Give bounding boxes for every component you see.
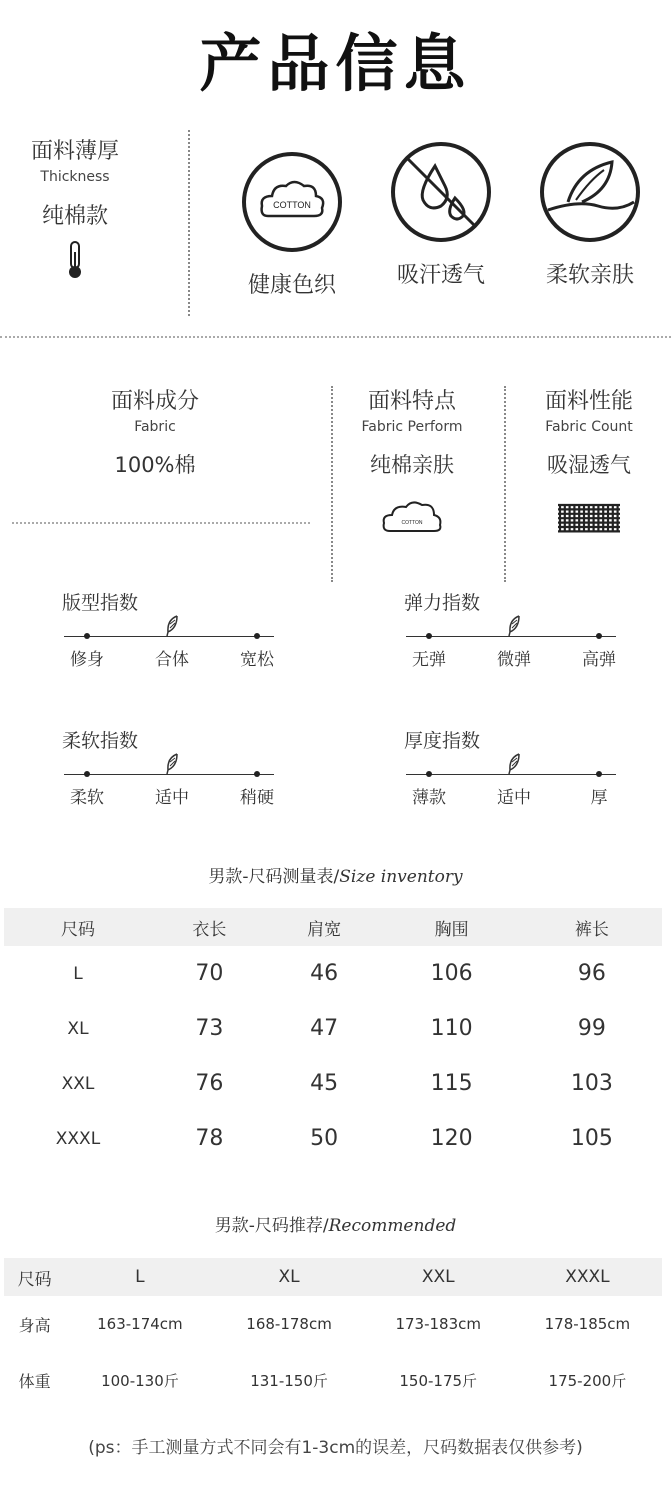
table-cell: 50	[310, 1126, 339, 1151]
table-cell: 46	[310, 961, 339, 986]
thickness-value: 纯棉款	[41, 204, 108, 229]
column-header: XL	[214, 1258, 363, 1296]
fabric-label: 面料成分	[110, 389, 199, 414]
index-option: 微弹	[497, 650, 531, 670]
table-cell: 150-175斤	[399, 1371, 478, 1390]
index-dot	[426, 633, 432, 639]
table-row	[4, 1001, 662, 1056]
table-cell: 78	[195, 1126, 224, 1151]
water-drop-icon	[389, 140, 493, 244]
table-cell: 105	[570, 1126, 613, 1151]
index-dot	[596, 771, 602, 777]
column-header: XXXL	[513, 1258, 662, 1296]
index-option: 适中	[497, 788, 531, 808]
divider	[331, 386, 333, 582]
index-dot	[84, 633, 90, 639]
table-cell: 70	[195, 961, 224, 986]
thickness-block	[10, 134, 140, 284]
feature-label: 柔软亲肤	[545, 263, 634, 288]
table-row	[4, 1352, 662, 1408]
column-header: 裤长	[522, 908, 662, 946]
index-option: 适中	[155, 788, 189, 808]
index-slider	[404, 588, 624, 668]
index-dot	[426, 771, 432, 777]
table-cell: 身高	[18, 1315, 51, 1335]
table-row	[4, 1296, 662, 1352]
perform-en: Fabric Perform	[361, 419, 463, 435]
table-cell: 168-178cm	[246, 1315, 332, 1333]
fabric-en: Fabric	[134, 419, 176, 435]
feature-label: 吸汗透气	[396, 263, 485, 288]
weave-grid-icon	[514, 503, 664, 537]
table-cell: 47	[310, 1016, 339, 1041]
feather-skin-icon	[538, 140, 642, 244]
table-cell: 110	[430, 1016, 473, 1041]
divider	[504, 386, 506, 582]
column-header: 尺码	[4, 1258, 65, 1296]
feather-marker-icon	[165, 752, 181, 780]
svg-text:COTTON: COTTON	[273, 200, 311, 210]
table-cell: 100-130斤	[101, 1371, 179, 1390]
table-cell: 99	[577, 1016, 606, 1041]
feather-marker-icon	[507, 752, 523, 780]
count-block	[514, 384, 664, 537]
table-cell: 73	[195, 1016, 224, 1041]
feather-marker-icon	[507, 614, 523, 642]
thickness-label: 面料薄厚	[30, 139, 119, 164]
column-header: 肩宽	[267, 908, 382, 946]
rec-table	[4, 1258, 662, 1408]
rec-table-title: 男款-尺码推荐/Recommended	[214, 1216, 457, 1236]
perform-block	[342, 384, 482, 545]
table-row	[4, 1111, 662, 1166]
table-cell: XXL	[61, 1073, 95, 1094]
perform-label: 面料特点	[367, 389, 456, 414]
table-cell: XXXL	[55, 1128, 101, 1149]
thermometer-icon	[10, 240, 140, 284]
table-cell: 178-185cm	[544, 1315, 631, 1333]
size-table-title: 男款-尺码测量表/Size inventory	[208, 867, 463, 887]
divider	[188, 130, 190, 316]
footnote: (ps：手工测量方式不同会有1-3cm的误差，尺码数据表仅供参考)	[88, 1438, 583, 1458]
table-row	[4, 1056, 662, 1111]
feature-cotton	[232, 150, 352, 299]
table-cell: 175-200斤	[548, 1371, 627, 1390]
divider	[12, 522, 310, 524]
index-slider	[62, 726, 282, 806]
cotton-cloud-icon	[240, 150, 344, 254]
column-header: 胸围	[381, 908, 521, 946]
index-option: 厚	[590, 788, 608, 808]
index-option: 柔软	[70, 788, 104, 808]
index-title: 柔软指数	[62, 730, 139, 752]
index-option: 合体	[155, 650, 189, 670]
table-cell: 115	[430, 1071, 473, 1096]
count-en: Fabric Count	[545, 419, 633, 435]
fabric-block	[60, 384, 250, 479]
feature-breathable	[381, 140, 501, 289]
feature-soft	[530, 140, 650, 289]
table-cell: L	[73, 963, 83, 984]
divider	[0, 336, 671, 338]
index-option: 修身	[70, 650, 104, 670]
table-cell: 163-174cm	[97, 1315, 183, 1333]
index-option: 无弹	[412, 650, 446, 670]
feature-label: 健康色织	[247, 273, 336, 298]
table-cell: XL	[67, 1018, 89, 1039]
index-option: 薄款	[412, 788, 446, 808]
index-title: 弹力指数	[404, 592, 481, 614]
column-header: 尺码	[4, 908, 152, 946]
fabric-value: 100%棉	[114, 453, 196, 477]
index-dot	[596, 633, 602, 639]
perform-value: 纯棉亲肤	[370, 453, 454, 477]
table-cell: 131-150斤	[250, 1371, 328, 1390]
index-slider	[62, 588, 282, 668]
index-option: 高弹	[582, 650, 616, 670]
index-option: 稍硬	[240, 788, 274, 808]
table-cell: 120	[430, 1126, 473, 1151]
size-table	[4, 908, 662, 1166]
table-cell: 173-183cm	[395, 1315, 481, 1333]
feather-marker-icon	[165, 614, 181, 642]
index-dot	[84, 771, 90, 777]
table-cell: 体重	[18, 1371, 51, 1391]
cotton-cloud-icon	[342, 497, 482, 545]
index-dot	[254, 771, 260, 777]
column-header: 衣长	[152, 908, 267, 946]
svg-text:COTTON: COTTON	[401, 520, 423, 526]
table-cell: 76	[195, 1071, 224, 1096]
table-cell: 103	[570, 1071, 613, 1096]
table-cell: 45	[310, 1071, 339, 1096]
count-value: 吸湿透气	[547, 453, 631, 477]
index-dot	[254, 633, 260, 639]
table-row	[4, 946, 662, 1001]
table-cell: 106	[430, 961, 473, 986]
table-cell: 96	[577, 961, 606, 986]
column-header: L	[65, 1258, 214, 1296]
column-header: XXL	[364, 1258, 513, 1296]
index-title: 厚度指数	[404, 730, 481, 752]
thickness-en: Thickness	[40, 169, 110, 185]
page-title: 产品信息	[199, 27, 472, 100]
index-title: 版型指数	[62, 592, 139, 614]
index-option: 宽松	[240, 650, 274, 670]
count-label: 面料性能	[544, 389, 633, 414]
index-slider	[404, 726, 624, 806]
